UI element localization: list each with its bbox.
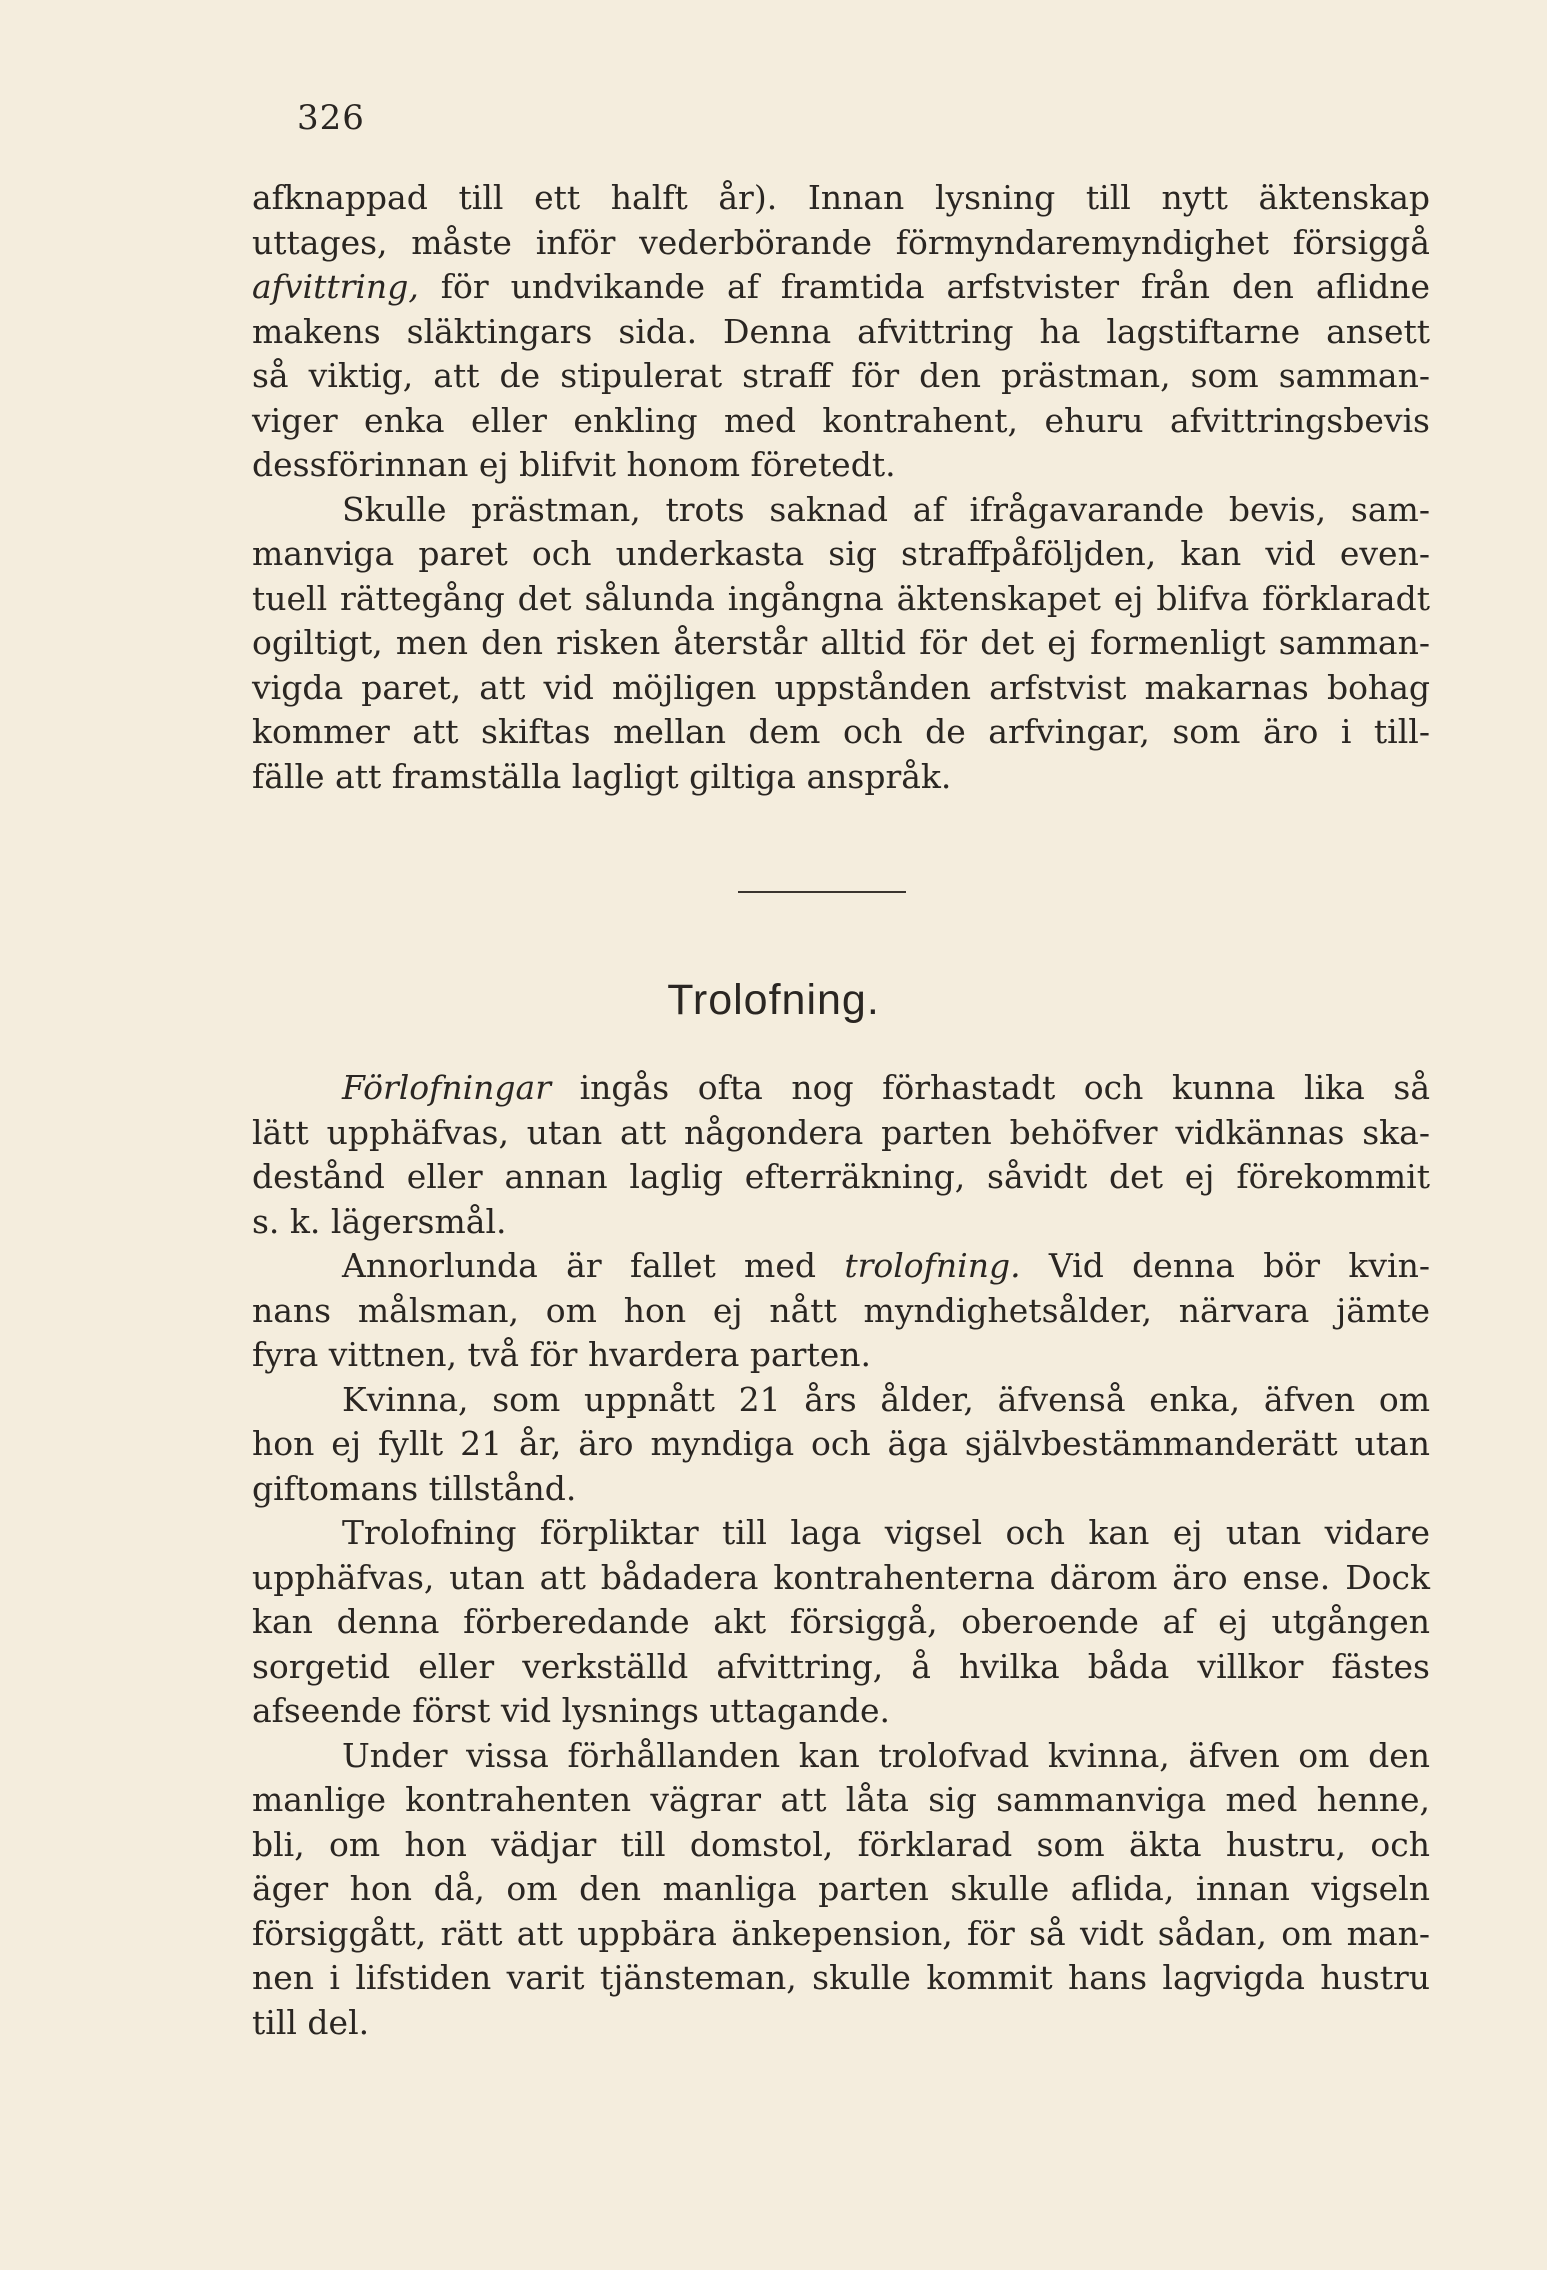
text-line: nans målsman, om hon ej nått myndighetsålder, närvara jämte [252,1290,1430,1330]
text-line: destånd eller annan laglig efterräkning, såvidt det ej förekommit [252,1157,1430,1196]
text-line: Trolofning förpliktar till laga vigsel och kan ej utan vidare [342,1513,1430,1552]
text-line: fälle att framställa lagligt giltiga anspråk. [252,756,952,796]
text-line: nen i lifstiden varit tjänsteman, skulle kommit hans lagvigda hustru [252,1958,1430,1997]
text-line: s. k. lägersmål. [252,1201,507,1241]
text-line: manlige kontrahenten vägrar att låta sig sammanviga med henne, [252,1780,1430,1819]
section-divider [738,891,906,893]
text-line: tuell rättegång det sålunda ingångna äktenskapet ej blifva förklaradt [252,578,1430,618]
text-line: lätt upphäfvas, utan att någondera parten behöfver vidkännas ska- [252,1112,1430,1152]
text-line: Skulle prästman, trots saknad af ifrågavarande bevis, sam- [342,489,1430,529]
text-line [252,1244,1430,1289]
italic-term: afvittring, [252,267,419,306]
text-line: hon ej fyllt 21 år, äro myndiga och äga självbestämmanderätt utan [252,1424,1430,1463]
text-run: för undvikande af framtida arfstvister från den aflidne [418,267,1430,306]
text-line: kommer att skiftas mellan dem och de arfvingar, som äro i till- [252,712,1430,751]
text-line: Under vissa förhållanden kan trolofvad kvinna, äfven om den [342,1735,1430,1775]
text-line: sorgetid eller verkställd afvittring, å hvilka båda villkor fästes [252,1646,1430,1686]
text-line: uttages, måste inför vederbörande förmyndaremyndighet försiggå [252,222,1430,262]
italic-term: trolofning. [844,1246,1021,1285]
text-line: viger enka eller enkling med kontrahent, ehuru afvittringsbevis [252,400,1430,440]
text-line: äger hon då, om den manliga parten skulle aflida, innan vigseln [252,1869,1430,1908]
text-line: Kvinna, som uppnått 21 års ålder, äfvenså enka, äfven om [342,1379,1430,1419]
italic-term: Förlofningar [342,1068,552,1107]
text-line: så viktig, att de stipulerat straff för den prästman, som samman- [252,356,1430,395]
text-line: dessförinnan ej blifvit honom företedt. [252,445,896,484]
text-line: bli, om hon vädjar till domstol, förklarad som äkta hustru, och [252,1824,1430,1864]
text-line: upphäfvas, utan att bådadera kontrahenterna därom äro ense. Dock [252,1557,1430,1597]
text-line: afknappad till ett halft år). Innan lysning till nytt äktenskap [252,178,1430,217]
section-heading: Trolofning. [667,976,880,1024]
text-line [252,1066,1430,1111]
text-line: till del. [252,2002,370,2042]
text-line: giftomans tillstånd. [252,1468,577,1508]
page-number: 326 [297,98,365,138]
text-line: försiggått, rätt att uppbära änkepension, för så vidt sådan, om man- [252,1913,1430,1953]
text-line: fyra vittnen, två för hvardera parten. [252,1335,871,1374]
text-line [252,265,1430,310]
paragraph-block-trolofning [252,1066,1430,2045]
text-line: ogiltigt, men den risken återstår alltid för det ej formenligt samman- [252,623,1430,662]
text-line: kan denna förberedande akt försiggå, oberoende af ej utgången [252,1602,1430,1641]
text-line: manviga paret och underkasta sig straffpåföljden, kan vid even- [252,534,1430,573]
paragraph-block-afvittring [252,176,1430,799]
text-line: afseende först vid lysnings uttagande. [252,1691,891,1730]
text-run: ingås ofta nog förhastadt och kunna lika så [551,1068,1430,1107]
text-line: vigda paret, att vid möjligen uppstånden arfstvist makarnas bohag [252,667,1430,707]
text-run: Vid denna bör kvin- [1020,1246,1431,1285]
text-line: makens släktingars sida. Denna afvittring ha lagstiftarne ansett [252,311,1430,351]
text-run: Annorlunda är fallet med [342,1246,845,1285]
